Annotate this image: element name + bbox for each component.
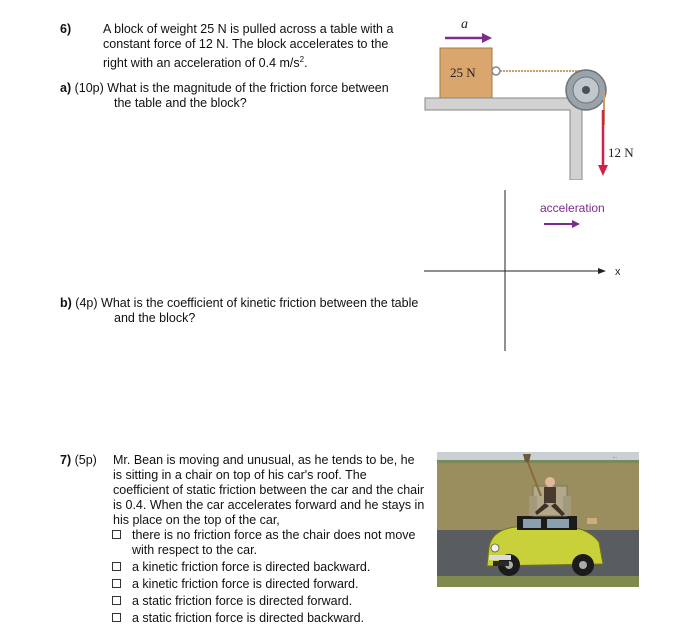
part-b-text: What is the coefficient of kinetic friction between the table <box>101 296 419 310</box>
q7-stem-line: Mr. Bean is moving and unusual, as he tends to be, he <box>113 453 415 467</box>
accel-arrow-head <box>482 33 492 43</box>
option-e[interactable] <box>112 611 442 626</box>
option-text: a kinetic friction force is directed backward. <box>132 560 371 574</box>
q6-stem-line: A block of weight 25 N is pulled across a table with a <box>103 22 394 36</box>
hang-force-label: 12 N <box>608 145 634 160</box>
x-axis-arrowhead <box>598 268 606 274</box>
armchair-arm <box>563 496 571 516</box>
q7-stem-line: his place on the top of the car, <box>113 513 280 527</box>
option-text: a static friction force is directed forward. <box>132 594 353 608</box>
car-window <box>523 519 541 528</box>
checkbox[interactable] <box>112 613 121 622</box>
option-c[interactable] <box>112 577 442 592</box>
period: . <box>304 56 308 71</box>
q7-number: 7) <box>60 453 72 467</box>
block-label: 25 N <box>450 65 476 80</box>
part-a-text: What is the magnitude of the friction force between <box>107 81 389 95</box>
force-arrow-head <box>598 165 608 176</box>
cargo-item <box>587 518 597 524</box>
car-bumper <box>489 555 511 560</box>
person-torso <box>544 487 556 503</box>
free-body-diagram <box>420 185 620 355</box>
part-a-points: (10p) <box>74 81 104 95</box>
q6-stem-line <box>103 52 423 71</box>
option-a[interactable] <box>112 528 442 558</box>
mr-bean-car-photo <box>437 452 639 587</box>
x-axis-label: x <box>615 266 620 278</box>
fbd-accel-label: acceleration <box>540 201 605 215</box>
part-a-text-line2: the table and the block? <box>114 96 247 110</box>
photo-tree-line <box>437 460 639 463</box>
option-text: a static friction force is directed backward. <box>132 611 365 625</box>
q7-header <box>60 453 97 468</box>
option-d[interactable] <box>112 594 442 609</box>
exponent: 2 <box>299 55 305 64</box>
person-head <box>545 477 555 487</box>
option-text: a kinetic friction force is directed forward. <box>132 577 359 591</box>
table <box>425 98 592 180</box>
checkbox[interactable] <box>112 596 121 605</box>
accel-symbol: a <box>461 17 468 32</box>
option-b[interactable] <box>112 560 442 575</box>
checkbox[interactable] <box>112 579 121 588</box>
checkbox[interactable] <box>112 530 121 539</box>
q7-stem-line: is 0.4. When the car accelerates forward and he stays in <box>113 498 425 512</box>
checkbox[interactable] <box>112 562 121 571</box>
car-hubcap <box>579 561 587 569</box>
photo-grass-near <box>437 576 639 587</box>
car-window <box>547 519 569 528</box>
part-b-points: (4p) <box>75 296 98 310</box>
option-text: there is no friction force as the chair does not move <box>132 528 416 542</box>
q7-stem-line: is sitting in a chair on top of his car's roof. The <box>113 468 367 482</box>
q6-number: 6) <box>60 22 72 36</box>
part-b-text-line2: and the block? <box>114 311 196 325</box>
photo-watermark: ... <box>613 455 617 460</box>
car-plate <box>493 561 509 566</box>
part-a-label: a) <box>60 81 72 95</box>
block-pulley-figure <box>420 10 660 180</box>
q7-stem-line: coefficient of static friction between the car and the chair <box>113 483 425 497</box>
q7-points: (5p) <box>74 453 97 467</box>
option-text: with respect to the car. <box>132 543 258 557</box>
pulley-axle <box>582 86 590 94</box>
q6-part-a <box>60 81 420 96</box>
q6-stem-line: constant force of 12 N. The block accelerates to the <box>103 37 389 51</box>
rope-hook <box>492 67 500 75</box>
fbd-accel-arrow-head <box>572 220 580 228</box>
q7-stem <box>113 453 443 528</box>
q6-part-b <box>60 296 440 311</box>
part-b-label: b) <box>60 296 72 310</box>
q6-stem <box>103 22 423 71</box>
q6-stem-text: right with an acceleration of 0.4 m/s <box>103 56 300 71</box>
car-headlight <box>491 544 499 552</box>
